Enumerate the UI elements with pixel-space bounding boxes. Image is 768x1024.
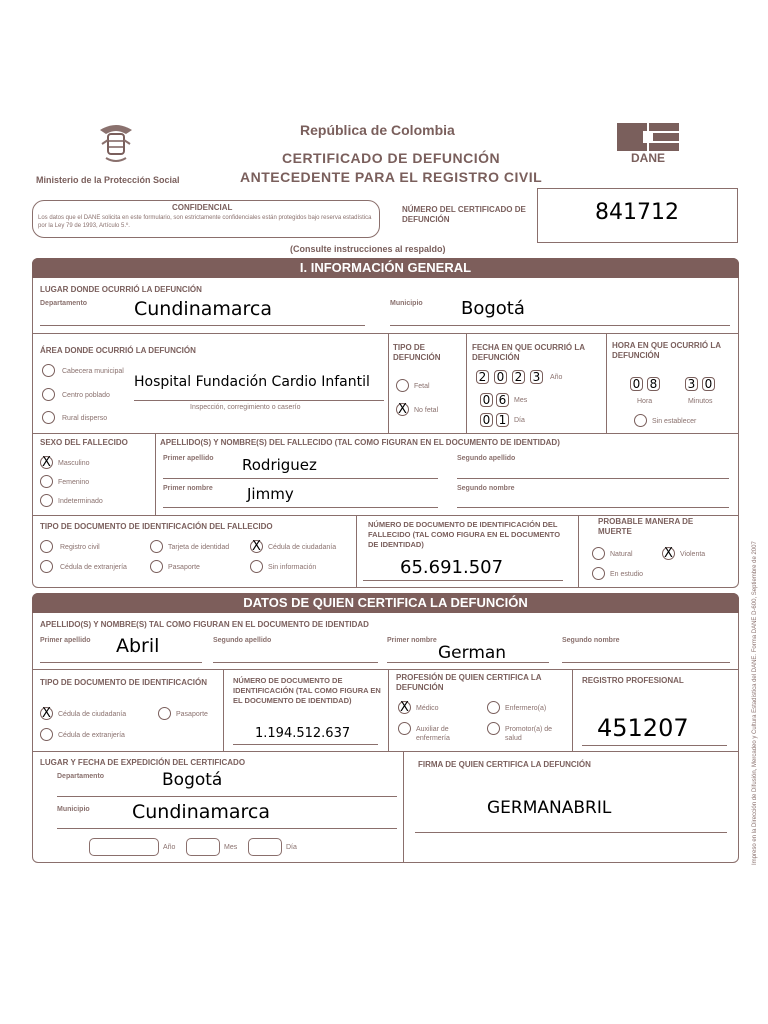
doc-ce-label: Cédula de extranjería xyxy=(60,564,127,571)
manera-natural-label: Natural xyxy=(610,551,633,558)
manera-violenta-checkbox[interactable]: X xyxy=(662,547,675,560)
tipo-fetal-label: Fetal xyxy=(414,383,430,390)
area-centro-label: Centro poblado xyxy=(62,392,110,399)
doc-si-checkbox[interactable] xyxy=(250,560,263,573)
expedicion-anio-label: Año xyxy=(163,844,176,851)
expedicion-departamento-value: Bogotá xyxy=(162,770,223,790)
prof-medico-label: Médico xyxy=(416,705,439,712)
certifica-nombres-label: APELLIDO(S) Y NOMBRE(S) TAL COMO FIGURAN EN EL DOCUMENTO DE IDENTIDAD xyxy=(40,620,369,629)
min-digit-1: 3 xyxy=(685,377,698,391)
sexo-indeterminado-checkbox[interactable] xyxy=(40,494,53,507)
mes-digit-2: 6 xyxy=(496,393,509,407)
area-value: Hospital Fundación Cardio Infantil xyxy=(134,374,370,390)
municipio-value: Bogotá xyxy=(461,298,525,319)
anio-digit-4: 3 xyxy=(530,370,543,384)
sexo-label: SEXO DEL FALLECIDO xyxy=(40,438,128,447)
firma-label: FIRMA DE QUIEN CERTIFICA LA DEFUNCIÓN xyxy=(418,760,591,769)
min-digit-2: 0 xyxy=(702,377,715,391)
fecha-defuncion-label: FECHA EN QUE OCURRIÓ LA DEFUNCIÓN xyxy=(472,343,585,362)
doc-ti-checkbox[interactable] xyxy=(150,540,163,553)
certifica-segundo-nombre-label: Segundo nombre xyxy=(562,637,620,644)
certifica-primer-apellido-label: Primer apellido xyxy=(40,637,91,644)
anio-digit-3: 2 xyxy=(512,370,525,384)
area-rural-checkbox[interactable] xyxy=(42,411,55,424)
prof-promotor-label: Promotor(a) de salud xyxy=(505,726,553,742)
certifica-doc-pa-checkbox[interactable] xyxy=(158,707,171,720)
certifica-primer-apellido-value: Abril xyxy=(116,635,160,657)
hora-digit-1: 0 xyxy=(630,377,643,391)
mes-digit-1: 0 xyxy=(480,393,493,407)
numero-certificado-value: 841712 xyxy=(595,200,679,225)
manera-label: PROBABLE MANERA DE MUERTE xyxy=(598,517,694,536)
sexo-femenino-label: Femenino xyxy=(58,479,90,486)
tipo-nofetal-checkbox[interactable]: X xyxy=(396,403,409,416)
registro-value: 451207 xyxy=(597,714,689,742)
fallecido-numdoc-value: 65.691.507 xyxy=(400,557,504,578)
expedicion-departamento-label: Departamento xyxy=(57,773,105,780)
certifica-primer-nombre-value: German xyxy=(438,643,507,663)
certifica-doc-cc-checkbox[interactable]: X xyxy=(40,707,53,720)
doc-ce-checkbox[interactable] xyxy=(40,560,53,573)
doc-rc-checkbox[interactable] xyxy=(40,540,53,553)
fallecido-tipodoc-label: TIPO DE DOCUMENTO DE IDENTIFICACIÓN DEL FALLECIDO xyxy=(40,522,273,531)
doc-cc-checkbox[interactable]: X xyxy=(250,540,263,553)
tipo-fetal-checkbox[interactable] xyxy=(396,379,409,392)
fallecido-primer-apellido-value: Rodriguez xyxy=(242,456,317,474)
area-cabecera-checkbox[interactable] xyxy=(42,364,55,377)
anio-digit-2: 0 xyxy=(494,370,507,384)
side-print-note: Impreso en la Dirección de Difusión, Mercadeo y Cultura Estadística del DANE. Forma DANE D-600, Septiembre de 2007 xyxy=(752,541,758,865)
dane-logo-text: DANE xyxy=(630,151,665,165)
certifica-segundo-apellido-label: Segundo apellido xyxy=(213,637,272,644)
fallecido-segundo-nombre-label: Segundo nombre xyxy=(457,485,515,492)
hora-digit-2: 8 xyxy=(647,377,660,391)
certifica-doc-ce-label: Cédula de extranjería xyxy=(58,732,125,739)
coat-of-arms-icon xyxy=(96,122,136,168)
departamento-value: Cundinamarca xyxy=(134,298,273,320)
expedicion-dia-box[interactable] xyxy=(248,838,282,856)
manera-estudio-label: En estudio xyxy=(610,571,644,578)
doc-cc-label: Cédula de ciudadanía xyxy=(268,544,337,551)
certifica-tipodoc-label: TIPO DE DOCUMENTO DE IDENTIFICACIÓN xyxy=(40,678,207,687)
doc-ti-label: Tarjeta de identidad xyxy=(168,544,230,551)
ministry-name: Ministerio de la Protección Social xyxy=(36,175,180,185)
doc-pa-checkbox[interactable] xyxy=(150,560,163,573)
fallecido-nombres-label: APELLIDO(S) Y NOMBRE(S) DEL FALLECIDO (TAL COMO FIGURAN EN EL DOCUMENTO DE IDENTIDAD) xyxy=(160,438,560,447)
seccion1-title: I. INFORMACIÓN GENERAL xyxy=(32,258,739,278)
sexo-masculino-checkbox[interactable]: X xyxy=(40,456,53,469)
hora-defuncion-label: HORA EN QUE OCURRIÓ LA DEFUNCIÓN xyxy=(612,341,721,360)
sin-establecer-label: Sin establecer xyxy=(652,418,697,425)
lugar-label: LUGAR DONDE OCURRIÓ LA DEFUNCIÓN xyxy=(40,285,202,294)
area-label: ÁREA DONDE OCURRIÓ LA DEFUNCIÓN xyxy=(40,346,196,355)
country-title: República de Colombia xyxy=(300,122,455,138)
departamento-label: Departamento xyxy=(40,300,88,307)
expedicion-municipio-label: Municipio xyxy=(57,806,90,813)
area-hint: Inspección, corregimiento o caserío xyxy=(190,404,301,411)
mes-label: Mes xyxy=(514,397,528,404)
dia-digit-1: 0 xyxy=(480,413,493,427)
area-cabecera-label: Cabecera municipal xyxy=(62,368,124,375)
area-centro-checkbox[interactable] xyxy=(42,388,55,401)
confidencial-text: Los datos que el DANE solicita en este formulario, son estrictamente confidenciales están protegidos bajo reserva estadística por la Ley 79 de 1993, Artículo 5.º. xyxy=(38,215,372,229)
registro-label: REGISTRO PROFESIONAL xyxy=(582,676,684,685)
doc-rc-label: Registro civil xyxy=(60,544,100,551)
sexo-masculino-label: Masculino xyxy=(58,460,90,467)
confidencial-title: CONFIDENCIAL xyxy=(172,203,233,212)
manera-natural-checkbox[interactable] xyxy=(592,547,605,560)
municipio-label: Municipio xyxy=(390,300,423,307)
anio-digit-1: 2 xyxy=(476,370,489,384)
prof-enfermero-label: Enfermero(a) xyxy=(505,705,547,712)
seccion2-title: DATOS DE QUIEN CERTIFICA LA DEFUNCIÓN xyxy=(32,593,739,613)
dia-digit-2: 1 xyxy=(496,413,509,427)
expedicion-anio-box[interactable] xyxy=(89,838,159,856)
profesion-label: PROFESIÓN DE QUIEN CERTIFICA LA DEFUNCIÓN xyxy=(396,673,542,692)
expedicion-mes-label: Mes xyxy=(224,844,238,851)
certifica-primer-nombre-label: Primer nombre xyxy=(387,637,437,644)
certifica-doc-cc-label: Cédula de ciudadanía xyxy=(58,711,127,718)
sexo-femenino-checkbox[interactable] xyxy=(40,475,53,488)
prof-auxiliar-label: Auxiliar de enfermería xyxy=(416,726,450,742)
hora-sublabel: Hora xyxy=(637,398,653,405)
certifica-numdoc-value: 1.194.512.637 xyxy=(255,726,351,741)
fallecido-segundo-apellido-label: Segundo apellido xyxy=(457,455,516,462)
expedicion-mes-box[interactable] xyxy=(186,838,220,856)
form-subtitle: ANTECEDENTE PARA EL REGISTRO CIVIL xyxy=(240,169,543,185)
min-sublabel: Minutos xyxy=(688,398,713,405)
expedicion-dia-label: Día xyxy=(286,844,297,851)
anio-label: Año xyxy=(550,374,563,381)
doc-si-label: Sin información xyxy=(268,564,317,571)
doc-pa-label: Pasaporte xyxy=(168,564,200,571)
numero-certificado-label: NÚMERO DEL CERTIFICADO DE DEFUNCIÓN xyxy=(402,205,526,224)
expedicion-municipio-value: Cundinamarca xyxy=(132,801,271,823)
prof-medico-checkbox[interactable]: X xyxy=(398,701,411,714)
manera-estudio-checkbox[interactable] xyxy=(592,567,605,580)
tipo-defuncion-label: TIPO DE DEFUNCIÓN xyxy=(393,343,441,362)
manera-violenta-label: Violenta xyxy=(680,551,706,558)
certifica-doc-pa-label: Pasaporte xyxy=(176,711,208,718)
fallecido-primer-nombre-value: Jimmy xyxy=(247,485,294,503)
sexo-indeterminado-label: Indeterminado xyxy=(58,498,103,505)
prof-promotor-checkbox[interactable] xyxy=(487,722,500,735)
area-rural-label: Rural disperso xyxy=(62,415,108,422)
consulte-instrucciones: (Consulte instrucciones al respaldo) xyxy=(290,244,446,254)
prof-auxiliar-checkbox[interactable] xyxy=(398,722,411,735)
tipo-nofetal-label: No fetal xyxy=(414,407,439,414)
certifica-numdoc-label: NÚMERO DE DOCUMENTO DE IDENTIFICACIÓN (TAL COMO FIGURA EN EL DOCUMENTO DE IDENTIDAD) xyxy=(233,676,381,705)
form-title: CERTIFICADO DE DEFUNCIÓN xyxy=(282,150,501,166)
fallecido-primer-nombre-label: Primer nombre xyxy=(163,485,213,492)
sin-establecer-checkbox[interactable] xyxy=(634,414,647,427)
firma-value: GERMANABRIL xyxy=(487,798,612,818)
dia-label: Día xyxy=(514,417,525,424)
fallecido-primer-apellido-label: Primer apellido xyxy=(163,455,214,462)
certifica-doc-ce-checkbox[interactable] xyxy=(40,728,53,741)
prof-enfermero-checkbox[interactable] xyxy=(487,701,500,714)
fallecido-numdoc-label: NÚMERO DE DOCUMENTO DE IDENTIFICACIÓN DEL FALLECIDO (TAL COMO FIGURA EN EL DOCUMENTO DE IDENTIDAD) xyxy=(368,520,561,549)
expedicion-label: LUGAR Y FECHA DE EXPEDICIÓN DEL CERTIFICADO xyxy=(40,758,246,767)
